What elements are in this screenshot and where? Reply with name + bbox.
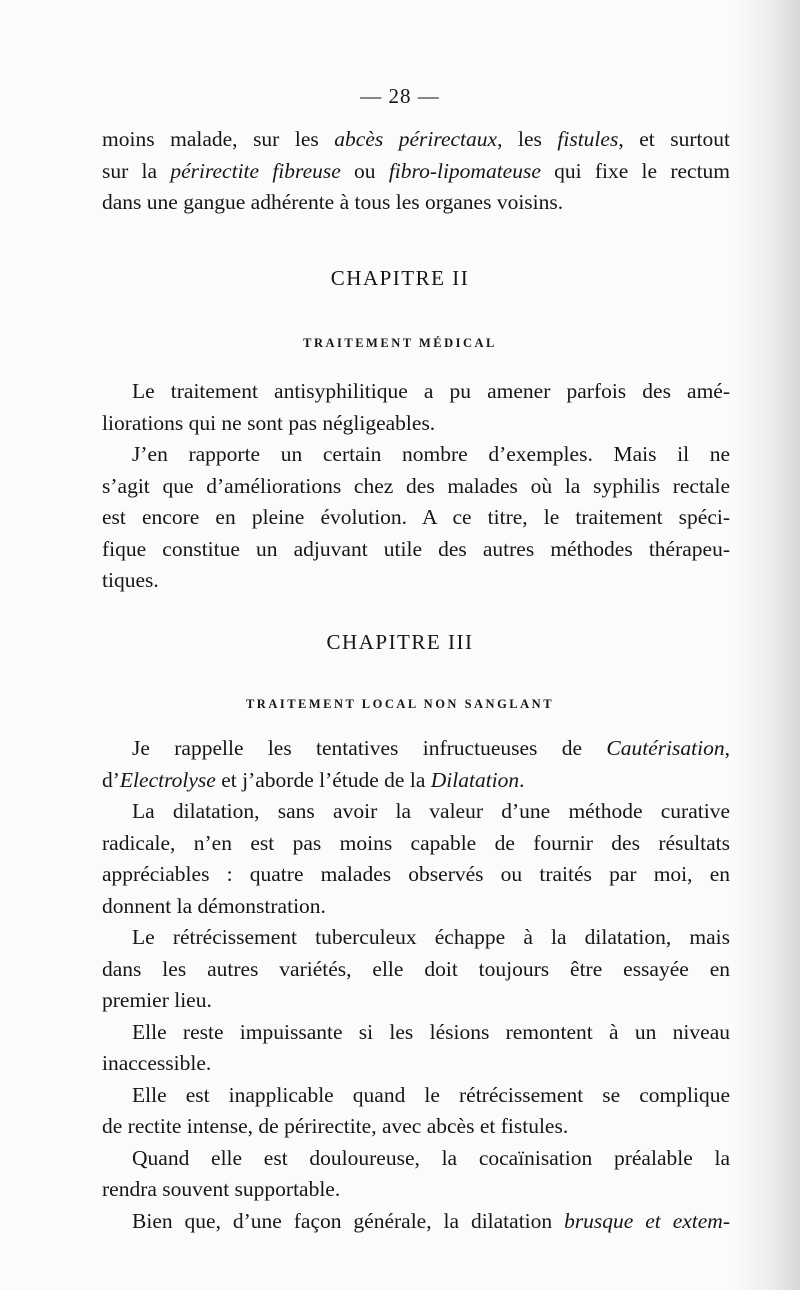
text-line: dans une gangue adhérente à tous les organes voisins.	[102, 190, 564, 214]
text-line: rendra souvent supportable.	[102, 1177, 341, 1201]
text-line: tiques.	[102, 568, 159, 592]
text-line: Je rappelle les tentatives infructueuses de Cautérisation,	[132, 736, 730, 760]
text-line: dans les autres variétés, elle doit toujours être essayée en	[102, 956, 730, 981]
text-line: fique constitue un adjuvant utile des autres méthodes thérapeu-	[102, 536, 730, 561]
section-title: TRAITEMENT MÉDICAL	[303, 336, 497, 350]
text-line: d’Electrolyse et j’aborde l’étude de la Dilatation.	[102, 767, 525, 792]
text-line: Quand elle est douloureuse, la cocaïnisation préalable la	[132, 1145, 730, 1170]
text-line: Le traitement antisyphilitique a pu amener parfois des amé-	[132, 379, 730, 403]
text-line: liorations qui ne sont pas négligeables.	[102, 410, 436, 435]
text-line: s’agit que d’améliorations chez des malades où la syphilis rectale	[102, 473, 730, 498]
text-line: appréciables : quatre malades observés ou traités par moi, en	[102, 862, 730, 886]
section-title: TRAITEMENT LOCAL NON SANGLANT	[245, 697, 555, 711]
chapter3-text	[102, 733, 730, 1237]
chapter-title: CHAPITRE II	[330, 266, 470, 290]
text-line: Elle est inapplicable quand le rétrécissement se complique	[132, 1082, 730, 1107]
text-line: Bien que, d’une façon générale, la dilatation brusque et extem-	[132, 1208, 730, 1233]
chapter-title: CHAPITRE III	[326, 630, 474, 654]
intro-paragraph	[102, 124, 730, 219]
chapter2-text	[102, 376, 730, 597]
text-line: de rectite intense, de périrectite, avec abcès et fistules.	[102, 1114, 569, 1138]
text-line: La dilatation, sans avoir la valeur d’une méthode curative	[132, 799, 730, 823]
text-line: est encore en pleine évolution. A ce titre, le traitement spéci-	[102, 505, 730, 529]
text-line: premier lieu.	[102, 988, 212, 1012]
text-line: sur la périrectite fibreuse ou fibro-lipomateuse qui fixe le rectum	[102, 158, 731, 183]
text-line: moins malade, sur les abcès périrectaux, les fistules, et surtout	[102, 127, 730, 151]
text-line: inaccessible.	[102, 1051, 212, 1075]
page-number: — 28 —	[360, 84, 440, 108]
text-line: donnent la démonstration.	[102, 893, 326, 918]
text-line: Elle reste impuissante si les lésions remontent à un niveau	[132, 1019, 730, 1044]
text-line: J’en rapporte un certain nombre d’exemples. Mais il ne	[132, 442, 730, 466]
text-line: Le rétrécissement tuberculeux échappe à la dilatation, mais	[132, 925, 730, 949]
text-line: radicale, n’en est pas moins capable de fournir des résultats	[102, 830, 730, 855]
